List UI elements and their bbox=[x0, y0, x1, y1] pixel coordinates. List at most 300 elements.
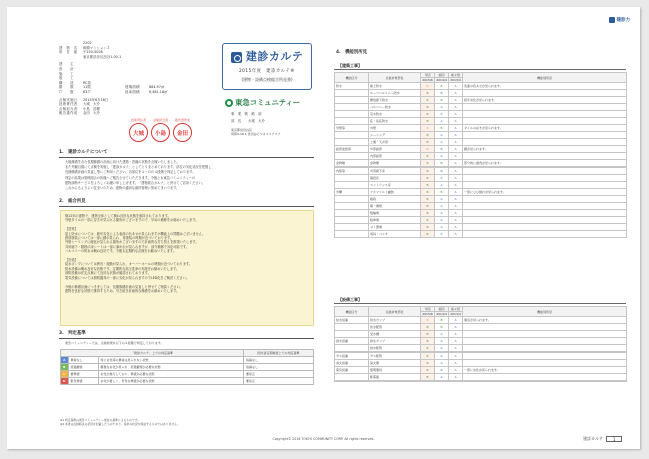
table-row bbox=[335, 160, 627, 167]
row-item: シーリング bbox=[369, 132, 421, 139]
section2-rule bbox=[59, 206, 314, 207]
summary-line: 建物を良好な状態で維持するため、引き続き計画的な修繕をお勧めいたします。 bbox=[65, 288, 180, 293]
header-remark: 機能別所見 bbox=[463, 307, 627, 317]
header-previous: 前回 bbox=[435, 73, 449, 78]
spec-label: 階 数 bbox=[59, 85, 74, 90]
rating-cell: A bbox=[435, 231, 449, 238]
row-item: 駐車場 bbox=[369, 217, 421, 224]
rating-cell: B bbox=[435, 90, 449, 97]
rating-cell: B bbox=[421, 118, 435, 125]
summary-line: 外壁タイルの一部に浮きが見られる箇所がございますので、早めの補修をお勧めいたします。 bbox=[65, 218, 199, 223]
row-item: 配電盤 bbox=[369, 374, 421, 381]
row-remark bbox=[463, 90, 627, 97]
staff-value: 金田 大介 bbox=[83, 111, 100, 116]
row-remark bbox=[463, 231, 627, 238]
row-category: 鉄部塗装等 bbox=[335, 146, 369, 153]
row-category: 消火設備 bbox=[335, 360, 369, 367]
row-category bbox=[335, 118, 369, 125]
row-category bbox=[335, 381, 369, 382]
row-category: 外壁等 bbox=[335, 125, 369, 132]
summary-line: バルコニーの防水は概ね良好です。今後も定期的な点検をお勧めいたします。 bbox=[65, 249, 177, 254]
rating-cell: B bbox=[421, 324, 435, 331]
section1-text bbox=[65, 160, 315, 191]
table-row bbox=[335, 224, 627, 231]
row-category: 給水設備 bbox=[335, 317, 369, 324]
grade-mlit: 要是正 bbox=[244, 371, 314, 378]
rating-cell: B bbox=[435, 317, 449, 324]
criteria-row bbox=[61, 364, 314, 371]
row-category: 内装等 bbox=[335, 168, 369, 175]
row-category bbox=[335, 374, 369, 381]
staff-value: 大城 大介 bbox=[83, 102, 100, 107]
row-item: アスファルト舗装 bbox=[369, 189, 421, 196]
row-item: 遊具・ベンチ bbox=[369, 231, 421, 238]
row-item: 階段床 bbox=[369, 175, 421, 182]
rating-cell: A bbox=[449, 139, 463, 146]
row-item: 照明器具 bbox=[369, 367, 421, 374]
rating-cell: A bbox=[449, 324, 463, 331]
row-remark: 部分的に腐食が見られます。 bbox=[463, 160, 627, 167]
row-item: 外壁 bbox=[369, 125, 421, 132]
rating-cell: C bbox=[421, 125, 435, 132]
row-item: 上裏・天井部 bbox=[369, 139, 421, 146]
table-row bbox=[335, 331, 627, 338]
paragraph-line: 大規修繕を含む長期修繕の計画に向けた建物・設備の状態を点検いたしました。 bbox=[65, 160, 180, 164]
criteria-row bbox=[61, 357, 314, 364]
grade-name: 経過観察 bbox=[68, 364, 98, 371]
rating-cell: A bbox=[449, 203, 463, 210]
row-remark bbox=[463, 168, 627, 175]
table-header-row bbox=[335, 307, 627, 312]
row-category bbox=[335, 139, 369, 146]
page-label: 建診カルテ bbox=[583, 436, 603, 441]
row-item: 給水配管 bbox=[369, 324, 421, 331]
rating-cell: B bbox=[435, 367, 449, 374]
rating-cell: B bbox=[421, 196, 435, 203]
brand-header bbox=[609, 17, 631, 23]
rating-cell: A bbox=[449, 317, 463, 324]
copyright: Copyright© 2016 TOKYU COMMUNITY CORP. All rights reserved. bbox=[272, 437, 375, 441]
rating-cell: A bbox=[449, 360, 463, 367]
rating-cell: B bbox=[421, 90, 435, 97]
rating-cell: B bbox=[421, 353, 435, 360]
row-remark bbox=[463, 153, 627, 160]
table-row bbox=[335, 203, 627, 210]
table-row bbox=[335, 125, 627, 132]
row-category bbox=[335, 324, 369, 331]
row-item: 消火器 bbox=[369, 360, 421, 367]
grade-description: 劣化が進行しており、修繕が必要な状態 bbox=[98, 371, 244, 378]
staff-row bbox=[59, 111, 209, 116]
rating-cell: A bbox=[449, 217, 463, 224]
row-category bbox=[335, 90, 369, 97]
brand-logo-icon bbox=[609, 17, 615, 23]
header-current: 今回 bbox=[421, 73, 435, 78]
rating-cell: B bbox=[421, 111, 435, 118]
rating-cell: A bbox=[449, 210, 463, 217]
rating-cell: A bbox=[435, 224, 449, 231]
spec-value-2: 6,481.18㎡ bbox=[149, 89, 168, 94]
row-category: ガス設備 bbox=[335, 353, 369, 360]
footnote-line: ※2 本書は点検時点の状況を記載したものであり、将来の状況を保証するものではありません。 bbox=[60, 421, 180, 426]
footnote bbox=[60, 419, 314, 427]
page-number bbox=[583, 436, 622, 442]
spec-label: 設 計 bbox=[59, 66, 74, 71]
rating-cell: B bbox=[421, 160, 435, 167]
rating-cell: A bbox=[449, 338, 463, 345]
rating-cell: A bbox=[435, 338, 449, 345]
row-item: 給水ポンプ bbox=[369, 317, 421, 324]
row-item: 植栽 bbox=[369, 196, 421, 203]
spec-label: 建 主 bbox=[59, 62, 74, 67]
row-remark bbox=[463, 175, 627, 182]
paragraph-line: 判定の結果は管理組合の皆様へご報告させていただきます。今後とも東急コミュニティーの bbox=[65, 175, 196, 180]
table-row bbox=[335, 111, 627, 118]
header-category: 機能区分 bbox=[335, 73, 369, 83]
grade-description: 特に劣化等の異常は見られない状態 bbox=[98, 357, 244, 364]
spec-label: 竣 工 bbox=[59, 76, 74, 81]
rating-cell: A bbox=[449, 331, 463, 338]
rating-cell: A bbox=[435, 182, 449, 189]
row-remark: 一部にひび割れが見られます。 bbox=[463, 189, 627, 196]
table-row bbox=[335, 345, 627, 352]
row-remark bbox=[463, 353, 627, 360]
row-remark bbox=[463, 338, 627, 345]
summary-line: 共用廊下・階段の床シートは一部に剥がれが見られますが、部分補修で対応可能です。 bbox=[65, 244, 190, 249]
table-row bbox=[335, 104, 627, 111]
summary-line: 外壁シーリングに硬化が見られる箇所がございますので計画的な打ち替えを推奨いたします。 bbox=[65, 240, 199, 245]
row-item: 外部鉄部 bbox=[369, 146, 421, 153]
row-category bbox=[335, 331, 369, 338]
row-remark: タイルの浮きが見られます。 bbox=[463, 125, 627, 132]
rating-cell: A bbox=[449, 189, 463, 196]
row-category bbox=[335, 210, 369, 217]
rating-cell: B bbox=[435, 146, 449, 153]
building-works-caption: 【建築工事】 bbox=[338, 63, 362, 68]
rating-cell: B bbox=[421, 189, 435, 196]
info-label: 建 物 名 bbox=[59, 45, 78, 50]
rating-cell: B bbox=[421, 210, 435, 217]
row-remark: 異音が見られます。 bbox=[463, 317, 627, 324]
spec-label-2: 建築面積 bbox=[125, 85, 140, 90]
summary-line: 今後の修繕計画につきましては、長期修繕計画の見直しと併せてご相談ください。 bbox=[65, 284, 183, 289]
rating-cell: B bbox=[421, 153, 435, 160]
table-row bbox=[335, 367, 627, 374]
grade-description: 劣化が著しく、早急な修繕が必要な状態 bbox=[98, 378, 244, 385]
rating-cell: B bbox=[435, 324, 449, 331]
grade-mlit: 要是正 bbox=[244, 378, 314, 385]
section2-title: 2. 総合所見 bbox=[59, 199, 86, 204]
report-sheet bbox=[7, 7, 640, 449]
rating-cell bbox=[421, 381, 435, 382]
table-row bbox=[335, 317, 627, 324]
rating-cell: B bbox=[421, 374, 435, 381]
row-category bbox=[335, 231, 369, 238]
table-row bbox=[335, 338, 627, 345]
row-category bbox=[335, 97, 369, 104]
info-value: 〒150-0028 bbox=[83, 50, 103, 55]
table-row bbox=[335, 168, 627, 175]
rating-cell: B bbox=[421, 231, 435, 238]
grade-description: 軽微な劣化が見られ、経過観察が必要な状態 bbox=[98, 364, 244, 371]
row-remark bbox=[463, 345, 627, 352]
row-remark bbox=[463, 104, 627, 111]
info-value: 和順マンション２ bbox=[83, 45, 110, 50]
summary-line: 排水設備は概ね良好な状態です。定期的な高圧洗浄の実施をお勧めいたします。 bbox=[65, 266, 180, 271]
header-previous: 前回 bbox=[435, 307, 449, 312]
row-category bbox=[335, 111, 369, 118]
table-row bbox=[335, 182, 627, 189]
rating-cell: A bbox=[449, 104, 463, 111]
row-category: 防水 bbox=[335, 83, 369, 90]
table-row bbox=[335, 118, 627, 125]
row-category: 電気設備 bbox=[335, 367, 369, 374]
header-remark: 機能別所見 bbox=[463, 73, 627, 83]
row-category bbox=[335, 153, 369, 160]
spec-value: 11階 bbox=[83, 85, 91, 90]
spec-label: 施 工 bbox=[59, 71, 74, 76]
rating-cell: B bbox=[421, 224, 435, 231]
company-logo-icon bbox=[225, 99, 233, 107]
rating-cell: B bbox=[435, 160, 449, 167]
table-row bbox=[335, 381, 627, 382]
rating-cell: B bbox=[435, 125, 449, 132]
criteria-row bbox=[61, 378, 314, 385]
row-remark bbox=[463, 111, 627, 118]
rating-cell: A bbox=[449, 153, 463, 160]
brand-name: 建診力 bbox=[616, 18, 630, 23]
header-before-previous: 前々回 bbox=[449, 307, 463, 312]
rating-cell: A bbox=[449, 196, 463, 203]
rating-cell: B bbox=[421, 132, 435, 139]
rating-cell: A bbox=[435, 331, 449, 338]
rating-cell: B bbox=[421, 104, 435, 111]
table-row bbox=[335, 374, 627, 381]
title-box bbox=[222, 43, 312, 90]
equipment-caption-rule bbox=[334, 303, 626, 304]
summary-line: 【建築】 bbox=[65, 227, 78, 232]
row-item: エントランス床 bbox=[369, 182, 421, 189]
table-row bbox=[335, 175, 627, 182]
rating-cell: C bbox=[421, 146, 435, 153]
table-row bbox=[335, 153, 627, 160]
company-address-1: 東京都世田谷区 bbox=[231, 128, 253, 133]
row-remark bbox=[463, 360, 627, 367]
building-id: 2202 bbox=[83, 41, 92, 45]
seal-stamp: 大城 bbox=[129, 123, 148, 142]
rating-cell: A bbox=[449, 125, 463, 132]
building-caption-rule bbox=[334, 69, 626, 70]
row-remark bbox=[463, 210, 627, 217]
paragraph-line: 長期修繕計画の見直し等にご利用ください。各部位をＡ～Ｄの４段階で判定しております。 bbox=[65, 170, 196, 175]
equipment-works-caption: 【設備工事】 bbox=[338, 297, 362, 302]
table-row bbox=[335, 210, 627, 217]
rating-cell: A bbox=[449, 367, 463, 374]
table-row bbox=[335, 217, 627, 224]
row-item: 庇・窓庇防水 bbox=[369, 118, 421, 125]
info-label bbox=[59, 55, 83, 60]
rating-cell: B bbox=[421, 168, 435, 175]
row-category bbox=[335, 217, 369, 224]
section4-title: 4. 機能別所見 bbox=[336, 50, 368, 55]
company-name: 東急コミュニティー bbox=[235, 98, 300, 107]
rating-cell: A bbox=[435, 360, 449, 367]
rating-cell: A bbox=[435, 104, 449, 111]
rating-cell: A bbox=[435, 196, 449, 203]
row-item: ガス配管 bbox=[369, 353, 421, 360]
rating-cell: A bbox=[449, 146, 463, 153]
header-category: 機能区分 bbox=[335, 307, 369, 317]
section3-title: 3. 判定基準 bbox=[59, 331, 86, 336]
summary-line: 鉄部塗装については一部に錆が見られ、再塗装の時期が近づいております。 bbox=[65, 236, 174, 241]
rating-cell: A bbox=[435, 139, 449, 146]
header-current: 今回 bbox=[421, 307, 435, 312]
section3-rule bbox=[59, 338, 314, 339]
criteria-lead: 東急コミュニティーでは、点検結果を以下の４段階で判定しております。 bbox=[65, 341, 164, 345]
header-year-current: 2015/6 bbox=[422, 312, 433, 316]
row-item bbox=[369, 381, 421, 382]
spec-value: RC造 bbox=[83, 80, 91, 85]
row-item: 塀・擁壁 bbox=[369, 203, 421, 210]
info-label: 所 在 地 bbox=[59, 50, 78, 55]
row-item: バルコニー防水 bbox=[369, 104, 421, 111]
footnote-line: ※1 判定基準は東急コミュニティー独自の基準によるものです。 bbox=[60, 418, 141, 422]
row-remark bbox=[463, 139, 627, 146]
summary-line: 電気設備については照明器具の一部に劣化が見られますのでLED化をご検討ください。 bbox=[65, 275, 190, 280]
company-block bbox=[225, 97, 325, 136]
row-category bbox=[335, 224, 369, 231]
row-category: 外構 bbox=[335, 189, 369, 196]
summary-line: 給水ポンプについては異音・振動が見られ、オーバーホールの時期が近づいております。 bbox=[65, 262, 193, 267]
header-year-before-previous: 2013/4 bbox=[450, 312, 461, 316]
grade-name: 要修繕 bbox=[68, 371, 98, 378]
row-remark bbox=[463, 196, 627, 203]
company-dept: 事 業 戦 略 部 bbox=[231, 112, 262, 116]
grade-badge: A bbox=[61, 357, 69, 364]
row-item: 受水槽 bbox=[369, 331, 421, 338]
table-row bbox=[335, 231, 627, 238]
rating-cell: A bbox=[435, 175, 449, 182]
summary-line: 消防設備は法定点検にて良好な状態が確認されております。 bbox=[65, 271, 151, 276]
rating-cell: A bbox=[449, 83, 463, 90]
rating-cell bbox=[435, 381, 449, 382]
row-category bbox=[335, 175, 369, 182]
table-row bbox=[335, 189, 627, 196]
spec-label-2: 延床面積 bbox=[125, 89, 140, 94]
building-info bbox=[59, 41, 209, 116]
rating-cell: A bbox=[449, 175, 463, 182]
rating-cell: A bbox=[435, 203, 449, 210]
rating-cell: A bbox=[449, 132, 463, 139]
report-title: 建診カルテ bbox=[223, 48, 311, 64]
grade-badge: C bbox=[61, 371, 69, 378]
rating-cell: B bbox=[421, 175, 435, 182]
company-manager: 部 長 大城 大介 bbox=[231, 118, 265, 123]
rating-cell: B bbox=[421, 182, 435, 189]
stamp-labels bbox=[129, 118, 192, 122]
page-box: 1 bbox=[606, 436, 622, 442]
building-findings-table bbox=[334, 72, 627, 238]
rating-cell: A bbox=[449, 97, 463, 104]
rating-cell: A bbox=[435, 345, 449, 352]
rating-cell: A bbox=[449, 160, 463, 167]
table-row bbox=[335, 146, 627, 153]
header-before-previous: 前々回 bbox=[449, 73, 463, 78]
rating-cell: A bbox=[435, 111, 449, 118]
stamp-label: 技術責任者 bbox=[130, 118, 146, 122]
row-remark: 一部に劣化が見られます。 bbox=[463, 367, 627, 374]
row-remark bbox=[463, 118, 627, 125]
rating-cell: B bbox=[435, 83, 449, 90]
spec-label: 戸 数 bbox=[59, 89, 74, 94]
seal-stamp: 小島 bbox=[151, 123, 170, 142]
report-subtitle-2: (建物・設備点検総合所見書) bbox=[241, 77, 293, 82]
rating-cell: B bbox=[421, 97, 435, 104]
rating-cell: B bbox=[421, 139, 435, 146]
spec-label: 構 造 bbox=[59, 80, 74, 85]
row-category bbox=[335, 132, 369, 139]
rating-cell: B bbox=[435, 97, 449, 104]
criteria-head-left: 「建診カルテ」上での判定基準 bbox=[61, 350, 244, 357]
report-subtitle: 2015年度 建診カルテ® bbox=[238, 69, 296, 74]
table-row bbox=[335, 196, 627, 203]
grade-mlit: 指摘なし bbox=[244, 364, 314, 371]
header-target: 点検対象部位 bbox=[369, 73, 421, 83]
header-year-previous: 2014/4 bbox=[436, 78, 447, 82]
kenshin-logo-icon bbox=[231, 52, 242, 63]
row-remark: 経年劣化が見られます。 bbox=[463, 97, 627, 104]
rating-cell: B bbox=[421, 360, 435, 367]
row-remark bbox=[463, 374, 627, 381]
staff-value: 小島 浩樹 bbox=[83, 106, 100, 111]
table-row bbox=[335, 83, 627, 90]
rating-cell: A bbox=[449, 168, 463, 175]
row-remark bbox=[463, 381, 627, 382]
row-remark bbox=[463, 203, 627, 210]
row-item: 排水配管 bbox=[369, 345, 421, 352]
company-address-2: 用賀4-10-1 世田谷ビジネススクエア bbox=[231, 132, 281, 137]
rating-cell: A bbox=[435, 217, 449, 224]
criteria-table bbox=[60, 349, 314, 385]
rating-cell: B bbox=[421, 338, 435, 345]
row-remark bbox=[463, 331, 627, 338]
stamp-label: 点検担当者 bbox=[152, 118, 168, 122]
row-category: 金物類 bbox=[335, 160, 369, 167]
rating-cell: B bbox=[421, 217, 435, 224]
rating-cell: A bbox=[449, 345, 463, 352]
rating-cell: A bbox=[435, 153, 449, 160]
overall-summary-box bbox=[60, 210, 314, 326]
rating-cell: A bbox=[449, 182, 463, 189]
header-year-before-previous: 2013/4 bbox=[450, 78, 461, 82]
rating-cell: A bbox=[449, 231, 463, 238]
staff-label: 点検実施日 bbox=[59, 97, 78, 102]
row-item: ルーフバルコニー防水 bbox=[369, 90, 421, 97]
seal-stamp: 金田 bbox=[173, 123, 192, 142]
table-row bbox=[335, 360, 627, 367]
rating-cell: B bbox=[421, 367, 435, 374]
approval-stamps bbox=[129, 123, 192, 142]
row-item: ゴミ置場 bbox=[369, 224, 421, 231]
row-item: 開放廊下防水 bbox=[369, 97, 421, 104]
paragraph-line: 建物診断サービスをよろしくお願い申し上げます。「建物総合カルテ」と併せてご活用ください。 bbox=[65, 180, 205, 185]
row-item: 共用廊下床 bbox=[369, 168, 421, 175]
summary-line: 【設備】 bbox=[65, 258, 78, 263]
spec-value-2: 864.97㎡ bbox=[149, 85, 165, 90]
row-item: 内部鉄部 bbox=[369, 153, 421, 160]
row-item: 駐輪場 bbox=[369, 210, 421, 217]
staff-label: 点検担当者 bbox=[59, 106, 78, 111]
